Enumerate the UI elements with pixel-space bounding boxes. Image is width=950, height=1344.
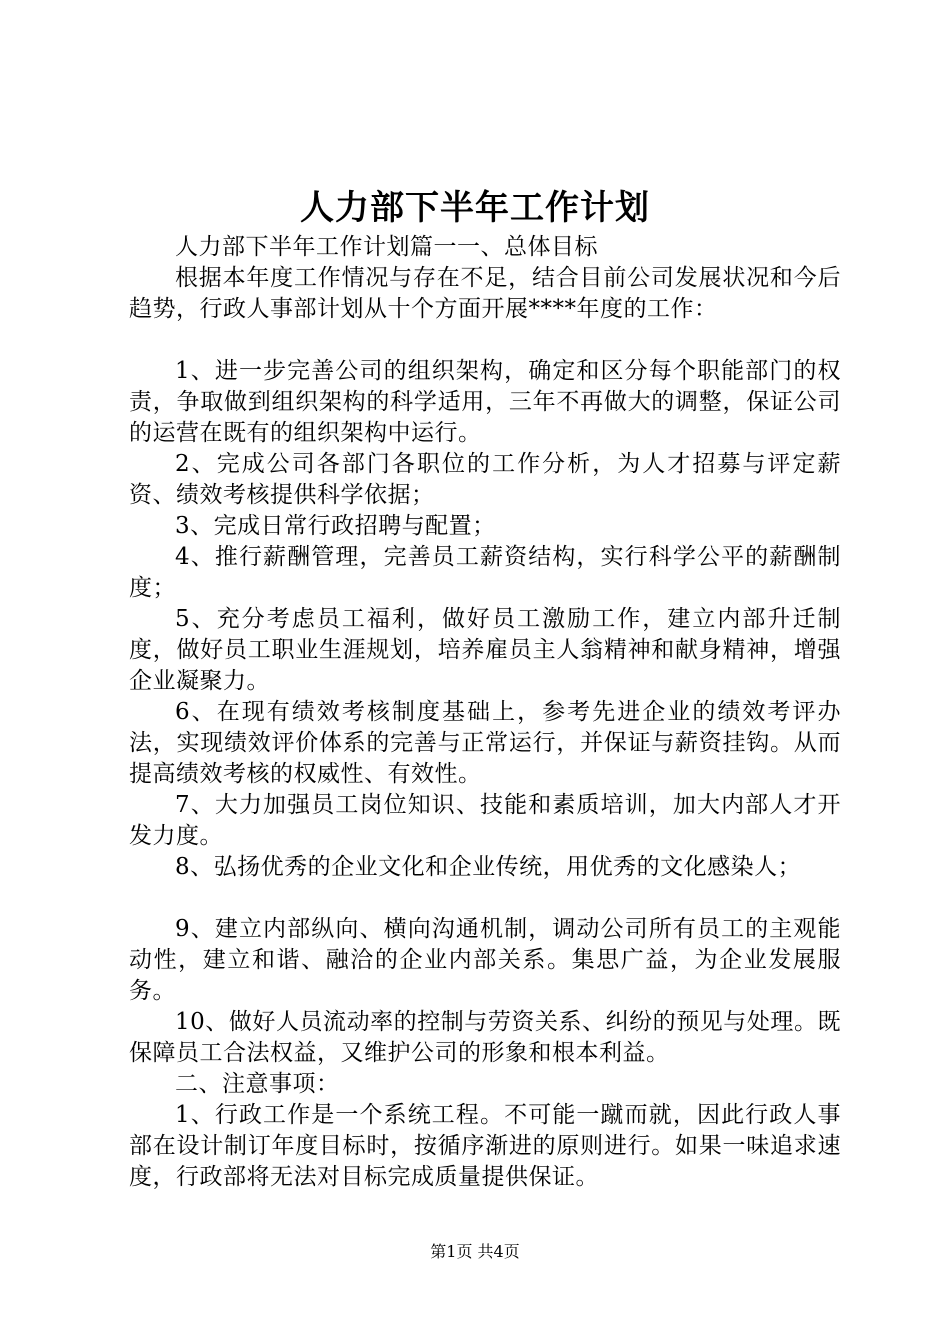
paragraph-item-10: 10、做好人员流动率的控制与劳资关系、纠纷的预见与处理。既保障员工合法权益，又维护公司的形象和根本利益。 — [129, 1009, 841, 1066]
paragraph-item-3: 3、完成日常行政招聘与配置； — [175, 513, 496, 539]
page-number-footer: 第1页 共4页 — [430, 1242, 520, 1261]
paragraph-intro: 根据本年度工作情况与存在不足，结合目前公司发展状况和今后趋势，行政人事部计划从十个方面开展****年度的工作： — [129, 265, 841, 322]
blank-line — [129, 883, 841, 914]
paragraph-item-4: 4、推行薪酬管理，完善员工薪资结构，实行科学公平的薪酬制度； — [129, 544, 841, 601]
paragraph-item-8: 8、弘扬优秀的企业文化和企业传统，用优秀的文化感染人； — [175, 854, 802, 880]
paragraph-item-5: 5、充分考虑员工福利，做好员工激励工作，建立内部升迁制度，做好员工职业生涯规划，培养雇员主人翁精神和献身精神，增强企业凝聚力。 — [129, 606, 841, 694]
paragraph-item-6: 6、在现有绩效考核制度基础上，参考先进企业的绩效考评办法，实现绩效评价体系的完善与正常运行，并保证与薪资挂钩。从而提高绩效考核的权威性、有效性。 — [129, 699, 841, 787]
blank-line — [129, 325, 841, 356]
paragraph-heading-2: 二、注意事项： — [175, 1071, 340, 1097]
paragraph-item-2: 2、完成公司各部门各职位的工作分析，为人才招募与评定薪资、绩效考核提供科学依据； — [129, 451, 841, 508]
paragraph-item-7: 7、大力加强员工岗位知识、技能和素质培训，加大内部人才开发力度。 — [129, 792, 841, 849]
document-body — [129, 232, 841, 1193]
paragraph-item-9: 9、建立内部纵向、横向沟通机制，调动公司所有员工的主观能动性，建立和谐、融洽的企业内部关系。集思广益，为企业发展服务。 — [129, 916, 841, 1004]
document-title: 人力部下半年工作计划 — [300, 188, 650, 228]
paragraph-item-1: 1、进一步完善公司的组织架构，确定和区分每个职能部门的权责，争取做到组织架构的科学适用，三年不再做大的调整，保证公司的运营在既有的组织架构中运行。 — [129, 358, 841, 446]
paragraph-heading-1: 人力部下半年工作计划篇一一、总体目标 — [175, 234, 598, 260]
paragraph-note-1: 1、行政工作是一个系统工程。不可能一蹴而就，因此行政人事部在设计制订年度目标时，按循序渐进的原则进行。如果一味追求速度，行政部将无法对目标完成质量提供保证。 — [129, 1102, 841, 1190]
